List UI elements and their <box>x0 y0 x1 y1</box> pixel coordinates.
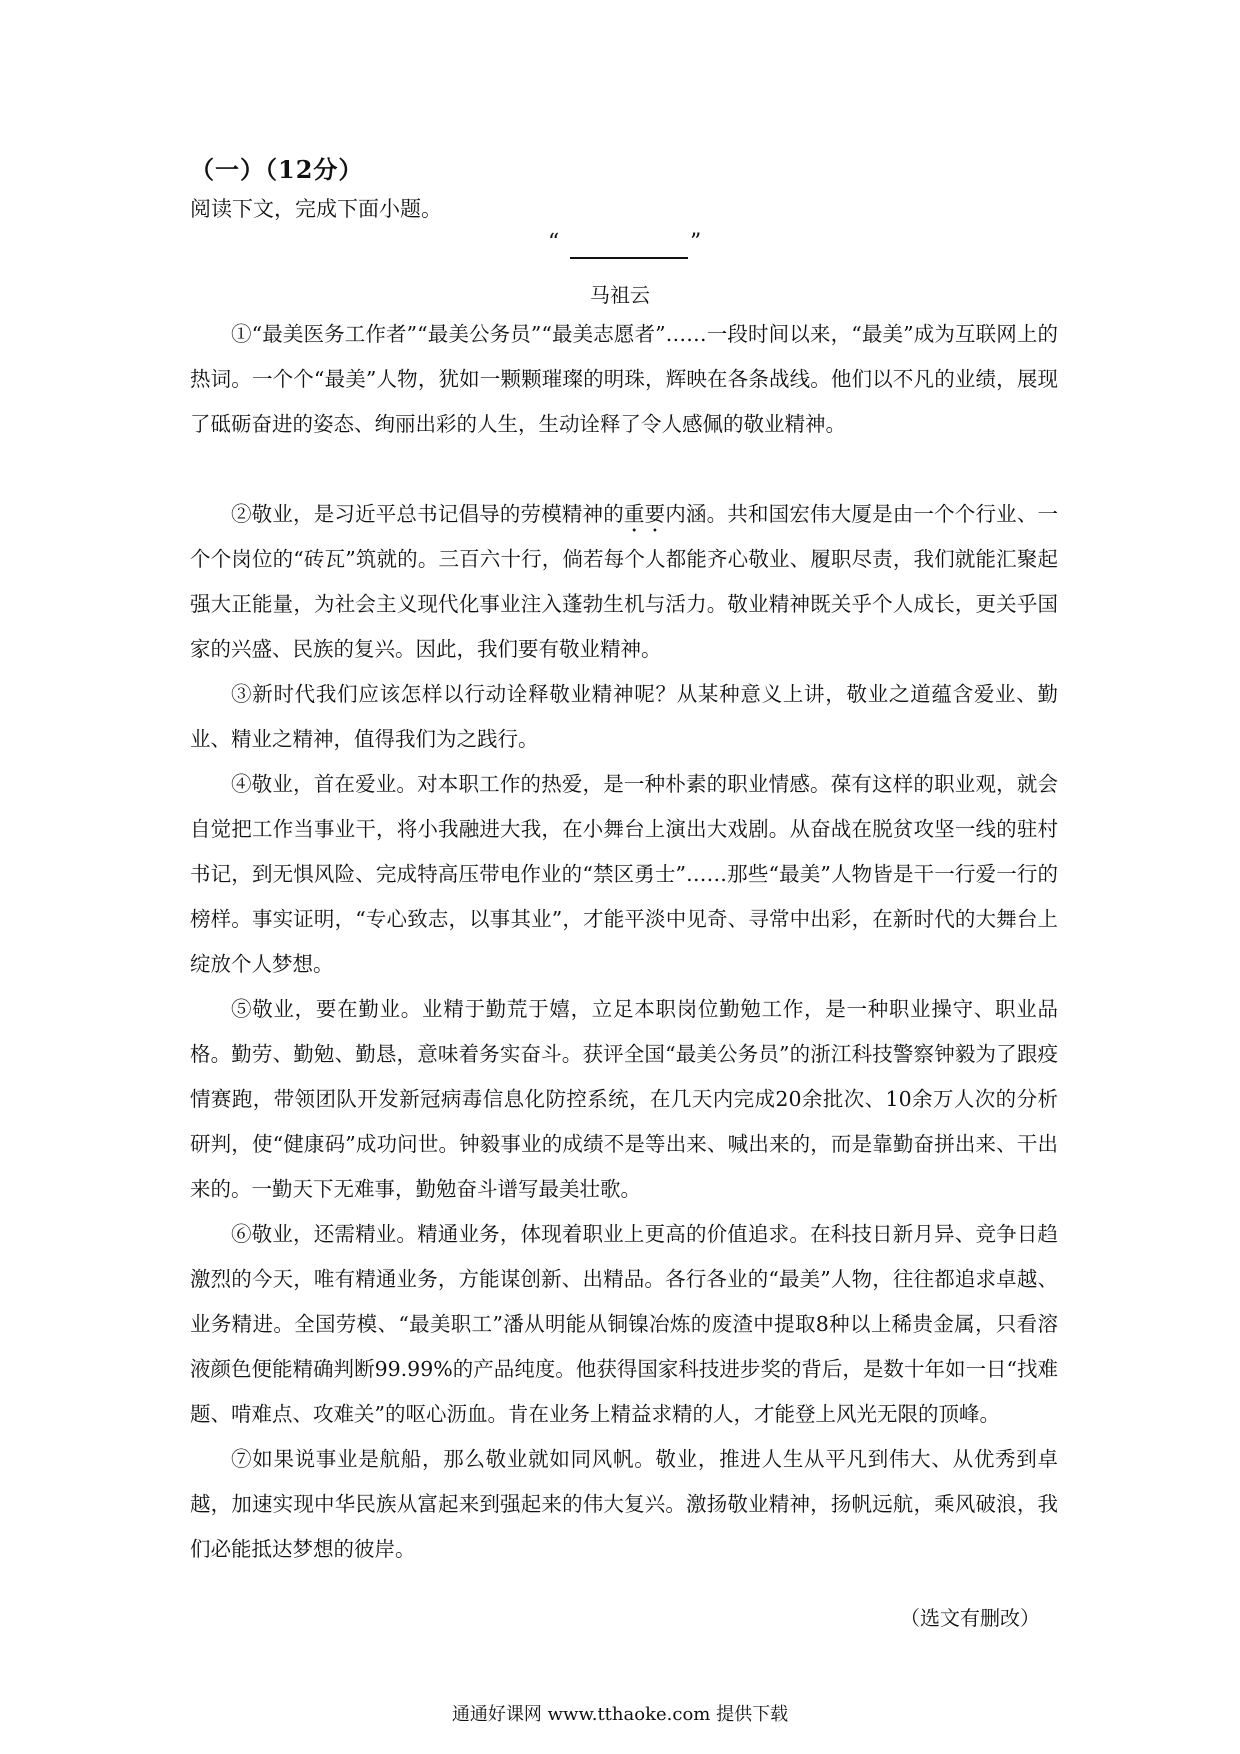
article-title-blank <box>548 230 700 260</box>
title-close-quote: ” <box>690 230 702 255</box>
article-author: 马祖云 <box>590 283 650 307</box>
paragraph-3: ③新时代我们应该怎样以行动诠释敬业精神呢？从某种意义上讲，敬业之道蕴含爱业、勤业、精业之精神，值得我们为之践行。 <box>190 682 1058 751</box>
title-open-quote: “ <box>548 230 560 255</box>
source-note: （选文有删改） <box>900 1606 1040 1630</box>
paragraph-4: ④敬业，首在爱业。对本职工作的热爱，是一种朴素的职业情感。葆有这样的职业观，就会自觉把工作当事业干，将小我融进大我，在小舞台上演出大戏剧。从奋战在脱贫攻坚一线的驻村书记，到无惧风险、完成特高压带电作业的“禁区勇士”……那些“最美”人物皆是干一行爱一行的榜样。事实证明，“专心致志，以事其业”，才能平淡中见奇、寻常中出彩，在新时代的大舞台上绽放个人梦想。 <box>190 772 1058 976</box>
paragraph-1: ①“最美医务工作者”“最美公务员”“最美志愿者”……一段时间以来，“最美”成为互联网上的热词。一个个“最美”人物，犹如一颗颗璀璨的明珠，辉映在各条战线。他们以不凡的业绩，展现了砥砺奋进的姿态、绚丽出彩的人生，生动诠释了令人感佩的敬业精神。 <box>190 322 1058 436</box>
section-heading: （一）（12分） <box>190 155 364 184</box>
paragraph-2-text-after: 内涵。共和国宏伟大厦是由一个个行业、一个个岗位的“砖瓦”筑就的。三百六十行，倘若每个人都能齐心敬业、履职尽责，我们就能汇聚起强大正能量，为社会主义现代化事业注入蓬勃生机与活力。敬业精神既关乎个人成长，更关乎国家的兴盛、民族的复兴。因此，我们要有敬业精神。 <box>190 502 1059 661</box>
paragraph-6: ⑥敬业，还需精业。精通业务，体现着职业上更高的价值追求。在科技日新月异、竞争日趋激烈的今天，唯有精通业务，方能谋创新、出精品。各行各业的“最美”人物，往往都追求卓越、业务精进。全国劳模、“最美职工”潘从明能从铜镍冶炼的废渣中提取8种以上稀贵金属，只看溶液颜色便能精确判断99.99%的产品纯度。他获得国家科技进步奖的背后，是数十年如一日“找难题、啃难点、攻难关”的呕心沥血。肯在业务上精益求精的人，才能登上风光无限的顶峰。 <box>190 1222 1058 1426</box>
paragraph-2 <box>190 492 1058 672</box>
paragraph-2-text-before: ②敬业，是习近平总书记倡导的劳模精神的 <box>231 502 624 526</box>
title-fill-in-blank <box>570 257 688 259</box>
paragraph-5: ⑤敬业，要在勤业。业精于勤荒于嬉，立足本职岗位勤勉工作，是一种职业操守、职业品格。勤劳、勤勉、勤恳，意味着务实奋斗。获评全国“最美公务员”的浙江科技警察钟毅为了跟疫情赛跑，带领团队开发新冠病毒信息化防控系统，在几天内完成20余批次、10余万人次的分析研判，使“健康码”成功问世。钟毅事业的成绩不是等出来、喊出来的，而是靠勤奋拼出来、干出来的。一勤天下无难事，勤勉奋斗谱写最美壮歌。 <box>190 997 1058 1201</box>
article-body-part-2 <box>190 492 1058 1572</box>
paragraph-7: ⑦如果说事业是航船，那么敬业就如同风帆。敬业，推进人生从平凡到伟大、从优秀到卓越，加速实现中华民族从富起来到强起来的伟大复兴。激扬敬业精神，扬帆远航，乘风破浪，我们必能抵达梦想的彼岸。 <box>190 1447 1058 1561</box>
page-footer: 通通好课网 www.tthaoke.com 提供下载 <box>451 1704 789 1725</box>
paragraph-2-dotted-word: 重要 <box>623 502 666 526</box>
reading-instruction: 阅读下文，完成下面小题。 <box>190 197 442 221</box>
article-body-part-1 <box>190 312 1058 447</box>
